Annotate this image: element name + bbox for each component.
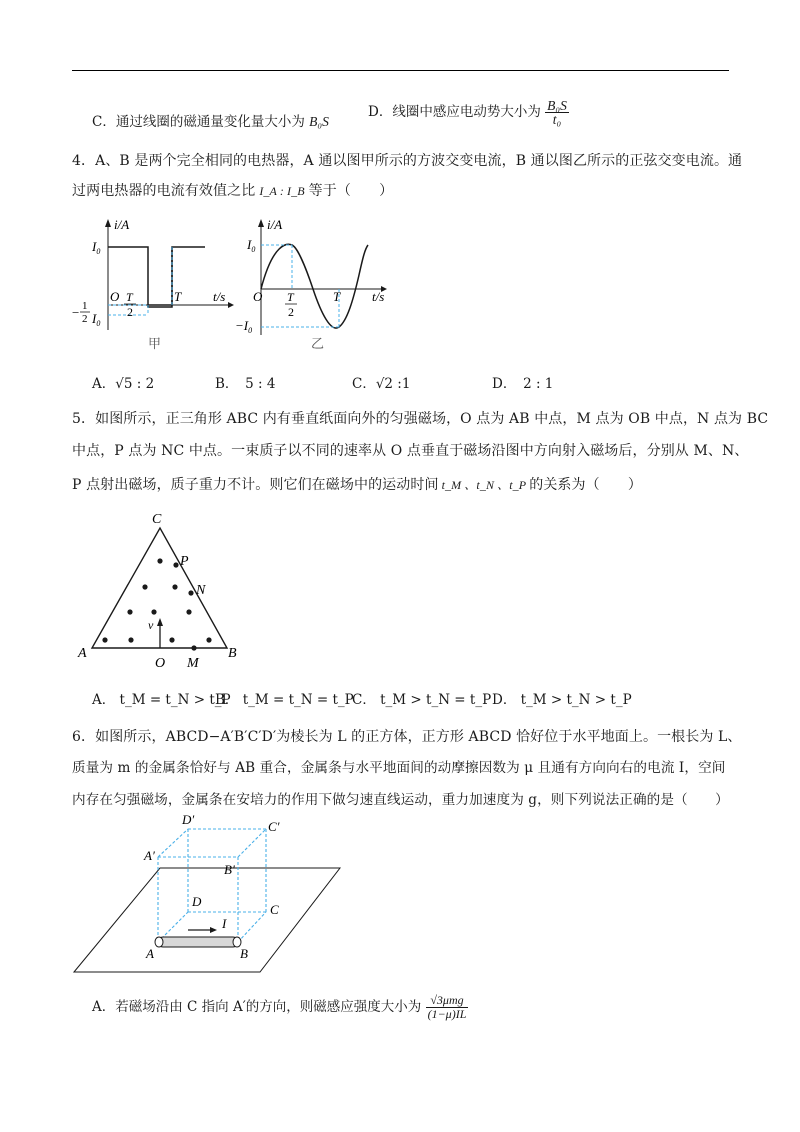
q6-label-c: C: [270, 902, 279, 917]
q3-option-d: D．线圈中感应电动势大小为 $\frac{\text{B₀S}}{\text{t₀}}$: [368, 98, 567, 127]
q6-stem-line1: 6．如图所示，ABCD−A′B′C′D′为棱长为 L 的正方体，正方形 ABCD 恰好位于水平地面上。一根长为 L、: [72, 729, 742, 745]
q5-label-o: O: [155, 656, 166, 671]
q5-label-n: N: [196, 583, 206, 598]
jia-i0-label: $I_0$: [92, 239, 101, 256]
jia-caption: 甲: [148, 336, 162, 351]
q3-option-c: C．通过线圈的磁通量变化量大小为 B₀S: [92, 114, 329, 130]
q4-stem-line1: 4．A、B 是两个完全相同的电热器，A 通以图甲所示的方波交变电流，B 通以图乙所示的正弦交变电流。通: [72, 153, 743, 169]
q5-option-d: D． t_M > t_N > t_P: [492, 692, 632, 708]
yi-t-label: T: [333, 289, 341, 304]
q6-label-d: D: [192, 894, 202, 909]
q5-option-c: C． t_M > t_N = t_P: [352, 692, 492, 708]
q6-label-a1: A′: [144, 848, 155, 863]
yi-ylabel: i/A: [267, 217, 283, 232]
jia-neg-i0: $I_0$: [92, 311, 101, 328]
figure-q6-cube: [70, 812, 370, 977]
q3-option-d-frac: $\frac{\text{B₀S}}{\text{t₀}}$: [547, 98, 567, 127]
q4-option-c: C．√2 :1: [352, 376, 411, 392]
jia-neg-den: 2: [82, 313, 88, 325]
jia-ylabel: i/A: [114, 217, 130, 232]
q3-option-c-expr: B₀S: [309, 114, 329, 129]
jia-origin: O: [110, 289, 120, 304]
q5-option-b: B． t_M = t_N = t_P: [215, 692, 354, 708]
yi-i0-label: $I_0$: [247, 237, 256, 254]
jia-neg-sign: −: [72, 305, 80, 320]
q5-stem-line2: 中点，P 点为 NC 中点。一束质子以不同的速率从 O 点垂直于磁场沿图中方向射入磁场后，分别从 M、N、: [72, 443, 749, 459]
q6-stem-line2: 质量为 m 的金属条恰好与 AB 重合，金属条与水平地面间的动摩擦因数为 μ 且通有方向向右的电流 I，空间: [72, 760, 726, 776]
yi-half-t-num: T: [287, 290, 294, 304]
q4-stem-line2: 过两电热器的电流有效值之比 I_A : I_B 等于（ ）: [72, 183, 394, 199]
yi-half-t-den: 2: [288, 305, 294, 319]
q4-option-d: D． 2 : 1: [492, 376, 554, 392]
q4-option-a: A．√5 : 2: [92, 376, 155, 392]
jia-neg-num: 1: [82, 300, 88, 312]
jia-t-label: T: [174, 289, 182, 304]
q5-label-c: C: [152, 512, 162, 527]
q6-stem-line3: 内存在匀强磁场，金属条在安培力的作用下做匀速直线运动，重力加速度为 g，则下列说法正确的是（ ）: [72, 792, 729, 808]
figure-yi-sine-wave: [235, 215, 395, 350]
q6-label-c1: C′: [268, 819, 280, 834]
q6-current-label: I: [222, 916, 227, 931]
q5-v-label: v: [148, 618, 154, 632]
q5-stem-line3: P 点射出磁场，质子重力不计。则它们在磁场中的运动时间 t_M 、t_N 、t_P 的关系为（ ）: [72, 477, 643, 493]
q6-label-b: B: [240, 946, 248, 961]
yi-caption: 乙: [311, 336, 325, 351]
jia-half-t-num: T: [126, 290, 133, 304]
q5-label-a: A: [78, 646, 87, 661]
q6-option-a: A．若磁场沿由 C 指向 A′的方向，则磁感应强度大小为 $\frac{\text{√3μmg}}{(1-\mu)IL}$: [92, 993, 467, 1021]
yi-xlabel: t/s: [372, 289, 385, 304]
q6-label-d1: D′: [182, 812, 195, 827]
header-rule: [72, 70, 729, 71]
q4-option-b: B． 5 : 4: [215, 376, 276, 392]
jia-xlabel: t/s: [213, 289, 226, 304]
q5-label-p: P: [180, 554, 189, 569]
q6-label-b1: B′: [224, 862, 235, 877]
yi-neg-i0: $-I_0$: [235, 318, 253, 335]
q5-label-b: B: [228, 646, 237, 661]
q6-option-a-frac: $\frac{\text{√3μmg}}{(1-\mu)IL}$: [427, 993, 467, 1021]
q6-label-a: A: [146, 946, 154, 961]
yi-origin: O: [253, 289, 263, 304]
q5-stem-line1: 5．如图所示，正三角形 ABC 内有垂直纸面向外的匀强磁场，O 点为 AB 中点，M 点为 OB 中点，N 点为 BC: [72, 411, 769, 427]
jia-half-t-den: 2: [127, 305, 133, 319]
figure-q5-triangle: [72, 505, 252, 680]
q5-label-m: M: [187, 656, 199, 671]
q5-option-a: A． t_M = t_N > t_P: [92, 692, 231, 708]
